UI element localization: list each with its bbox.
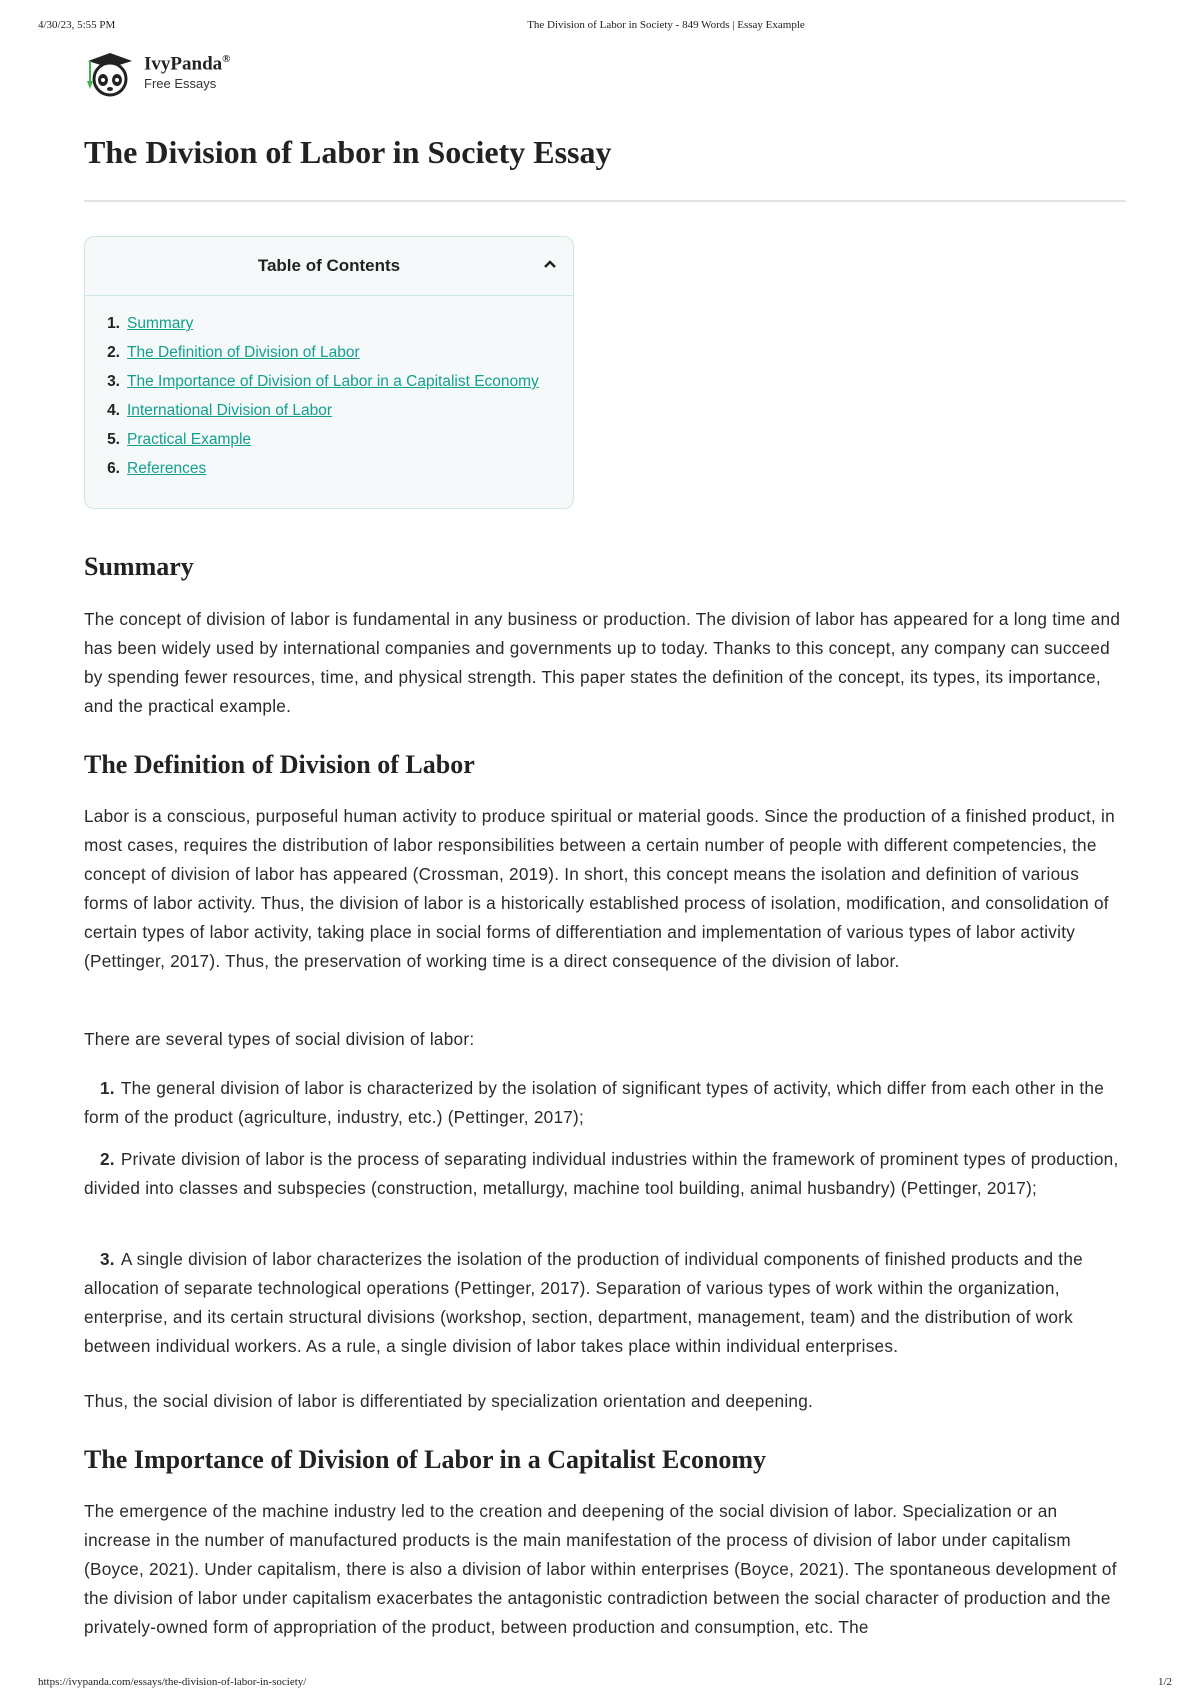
toc-number: 2. bbox=[107, 344, 120, 361]
panda-graduate-icon bbox=[84, 51, 134, 97]
toc-link-international[interactable]: International Division of Labor bbox=[127, 402, 333, 419]
chevron-up-icon[interactable] bbox=[543, 257, 557, 271]
toc-number: 4. bbox=[107, 402, 120, 419]
list-item bbox=[84, 1245, 1126, 1361]
page-title: The Division of Labor in Society Essay bbox=[84, 134, 612, 170]
summary-paragraph: The concept of division of labor is fundamental in any business or production. The division of labor has appeared for a long time and has been widely used by international companies and governments up to today. Thanks to this concept, any company can succeed by spending fewer resources, time, and physical strength. This paper states the definition of the concept, its types, its importance, and the practical example. bbox=[84, 609, 1121, 716]
section-heading-definition: The Definition of Division of Labor bbox=[84, 750, 475, 779]
toc-number: 6. bbox=[107, 460, 120, 477]
print-url: https://ivypanda.com/essays/the-division-of-labor-in-society/ bbox=[38, 1676, 307, 1688]
toc-item bbox=[85, 460, 539, 489]
definition-paragraph: Labor is a conscious, purposeful human activity to produce spiritual or material goods. Since the production of a finished product, in most cases, requires the distribution of labor responsibilities between a certain number of people with different competencies, the concept of division of labor has appeared (Crossman, 2019). In short, this concept means the isolation and definition of various forms of labor activity. Thus, the division of labor is a historically established process of isolation, modification, and consolidation of certain types of labor activity, taking place in social forms of differentiation and implementation of various types of labor activity (Pettinger, 2017). Thus, the preservation of working time is a direct consequence of the division of labor. bbox=[84, 806, 1115, 971]
toc-link-summary[interactable]: Summary bbox=[127, 315, 194, 332]
toc-header[interactable] bbox=[85, 237, 573, 296]
list-number: 1. bbox=[100, 1078, 115, 1098]
logo-name: IvyPanda bbox=[144, 53, 223, 75]
table-of-contents bbox=[84, 236, 574, 509]
list-text: A single division of labor characterizes the isolation of the production of individual components of finished products and the allocation of separate technological operations (Pettinger, 2017). Separation of various types of work within the organization, enterprise, and its certain structural divisions (workshop, section, department, management, team) and the distribution of work between individual workers. As a rule, a single division of labor takes place within individual enterprises. bbox=[84, 1249, 1083, 1356]
toc-link-importance[interactable]: The Importance of Division of Labor in a Capitalist Economy bbox=[127, 373, 539, 390]
list-item bbox=[84, 1074, 1126, 1132]
toc-link-definition[interactable]: The Definition of Division of Labor bbox=[127, 344, 360, 361]
list-text: Private division of labor is the process of separating individual industries within the framework of prominent types of production, divided into classes and subspecies (construction, metallurgy, machine tool building, animal husbandry) (Pettinger, 2017); bbox=[84, 1149, 1119, 1198]
toc-number: 1. bbox=[107, 315, 120, 332]
list-number: 2. bbox=[100, 1149, 115, 1169]
toc-item bbox=[85, 402, 539, 431]
logo-registered: ® bbox=[222, 53, 231, 65]
print-page-title: The Division of Labor in Society - 849 Words | Essay Example bbox=[527, 19, 805, 31]
print-datetime: 4/30/23, 5:55 PM bbox=[38, 19, 116, 31]
section-heading-importance: The Importance of Division of Labor in a Capitalist Economy bbox=[84, 1445, 767, 1474]
types-intro-paragraph: There are several types of social division of labor: bbox=[84, 1029, 475, 1049]
importance-paragraph: The emergence of the machine industry led to the creation and deepening of the social division of labor. Specialization or an increase in the number of manufactured products is the main manifestation of the process of division of labor under capitalism (Boyce, 2021). Under capitalism, there is also a division of labor within enterprises (Boyce, 2021). The spontaneous development of the division of labor under capitalism exacerbates the antagonistic contradiction between the social character of production and the privately-owned form of appropriation of the product, between production and consumption, etc. The bbox=[84, 1501, 1117, 1637]
toc-item bbox=[85, 431, 539, 460]
list-number: 3. bbox=[100, 1249, 115, 1269]
print-page-number: 1/2 bbox=[1157, 1676, 1172, 1688]
toc-number: 3. bbox=[107, 373, 120, 390]
toc-item bbox=[85, 344, 539, 373]
toc-link-references[interactable]: References bbox=[127, 460, 207, 477]
divider bbox=[84, 200, 1126, 202]
toc-title: Table of Contents bbox=[257, 256, 401, 275]
toc-link-practical-example[interactable]: Practical Example bbox=[127, 431, 252, 448]
list-text: The general division of labor is characterized by the isolation of significant types of activity, which differ from each other in the form of the product (agriculture, industry, etc.) (Pettinger, 2017); bbox=[84, 1078, 1105, 1127]
toc-item bbox=[85, 373, 539, 402]
logo[interactable] bbox=[84, 51, 244, 97]
list-item bbox=[84, 1145, 1126, 1203]
conclusion-paragraph: Thus, the social division of labor is differentiated by specialization orientation and deepening. bbox=[84, 1391, 814, 1411]
logo-tagline: Free Essays bbox=[144, 76, 217, 91]
toc-number: 5. bbox=[107, 431, 120, 448]
toc-item bbox=[85, 315, 539, 344]
section-heading-summary: Summary bbox=[84, 552, 194, 581]
